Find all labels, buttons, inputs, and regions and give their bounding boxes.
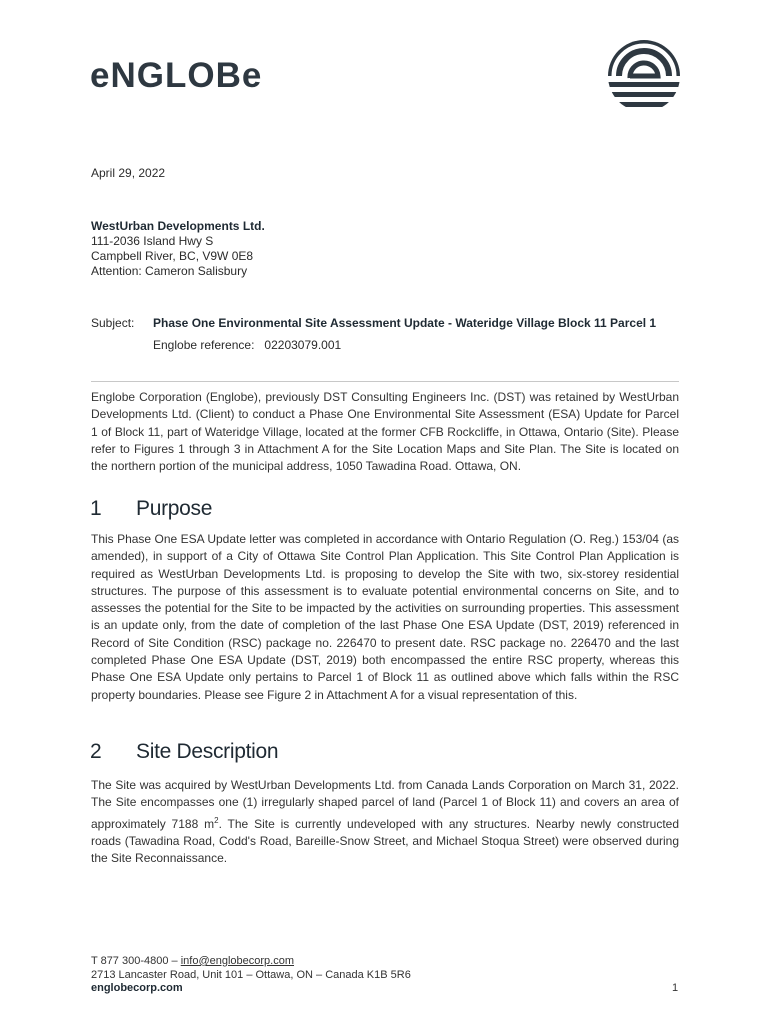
section-title: Purpose	[136, 497, 213, 520]
footer-phone: T 877 300-4800 –	[91, 955, 178, 967]
section-number: 2	[90, 740, 102, 763]
footer-website[interactable]: englobecorp.com	[91, 982, 183, 994]
section-number: 1	[90, 497, 102, 520]
site-description-text-part2: . The Site is currently undeveloped with any structures. Nearby newly constructed roads (Tawadina Road, Codd's Road, Bareille-Snow Street, and Michael Stoqua Street) were observed during the Site Reconnaissance.	[91, 816, 680, 866]
reference-line	[153, 338, 341, 353]
section-heading-purpose	[90, 497, 212, 521]
reference-value: 02203079.001	[264, 338, 342, 352]
subject-text: Phase One Environmental Site Assessment Update - Wateridge Village Block 11 Parcel 1	[153, 316, 657, 330]
page-number: 1	[672, 982, 679, 994]
recipient-street: 111-2036 Island Hwy S	[91, 234, 214, 248]
section-title: Site Description	[136, 740, 279, 763]
superscript: 2	[214, 815, 219, 825]
footer-contact	[91, 955, 411, 969]
recipient-city: Campbell River, BC, V9W 0E8	[91, 249, 254, 263]
footer-address: 2713 Lancaster Road, Unit 101 – Ottawa, ON – Canada K1B 5R6	[91, 968, 411, 981]
intro-paragraph: Englobe Corporation (Englobe), previously DST Consulting Engineers Inc. (DST) was retained by WestUrban Developments Ltd. (Client) to conduct a Phase One Environmental Site Assessment (ESA) Update for Parcel 1 of Block 11, part of Wateridge Village, located at the former CFB Rockcliffe, in Ottawa, Ontario (Site). Please refer to Figures 1 through 3 in Attachment A for the Site Location Maps and Site Plan. The Site is located on the northern portion of the municipal address, 1050 Tawadina Road. Ottawa, ON.	[91, 390, 679, 474]
englobe-emblem-icon	[606, 38, 682, 114]
letter-date: April 29, 2022	[91, 166, 166, 180]
purpose-paragraph: This Phase One ESA Update letter was completed in accordance with Ontario Regulation (O. Reg.) 153/04 (as amended), in support of a City of Ottawa Site Control Plan Application. This Site Control Plan Application is required as WestUrban Developments Ltd. is proposing to develop the Site with two, six-storey residential structures. The purpose of this assessment is to evaluate potential environmental concerns on Site, and to assesses the potential for the Site to be impacted by the activities on surrounding properties. This assessment is an update only, from the date of completion of the last Phase One ESA Update (DST, 2019) referenced in Record of Site Condition (RSC) package no. 226470 to present date. RSC package no. 226470 and the last completed Phase One ESA Update (DST, 2019) both encompassed the entire RSC property, whereas this Phase One ESA Update only pertains to Parcel 1 of Block 11 as outlined above which falls within the RSC property boundaries. Please see Figure 2 in Attachment A for a visual representation of this.	[91, 532, 679, 702]
reference-label: Englobe reference:	[153, 338, 255, 352]
footer-email-link[interactable]: info@englobecorp.com	[180, 955, 295, 967]
recipient-attention: Attention: Cameron Salisbury	[91, 264, 248, 278]
section-heading-site-description	[90, 740, 278, 764]
recipient-company: WestUrban Developments Ltd.	[91, 219, 265, 233]
englobe-logo: eNGLOBe	[90, 56, 263, 95]
subject-label: Subject:	[91, 316, 135, 330]
footer	[91, 955, 411, 996]
site-description-text-part1: The Site was acquired by WestUrban Developments Ltd. from Canada Lands Corporation on March 31, 2022. The Site encompasses one (1) irregularly shaped parcel of land (Parcel 1 of Block 11) and covers an area of approximately 7188 m	[91, 778, 679, 831]
divider	[91, 381, 679, 382]
site-description-paragraph	[91, 777, 679, 867]
recipient-address	[91, 219, 265, 279]
